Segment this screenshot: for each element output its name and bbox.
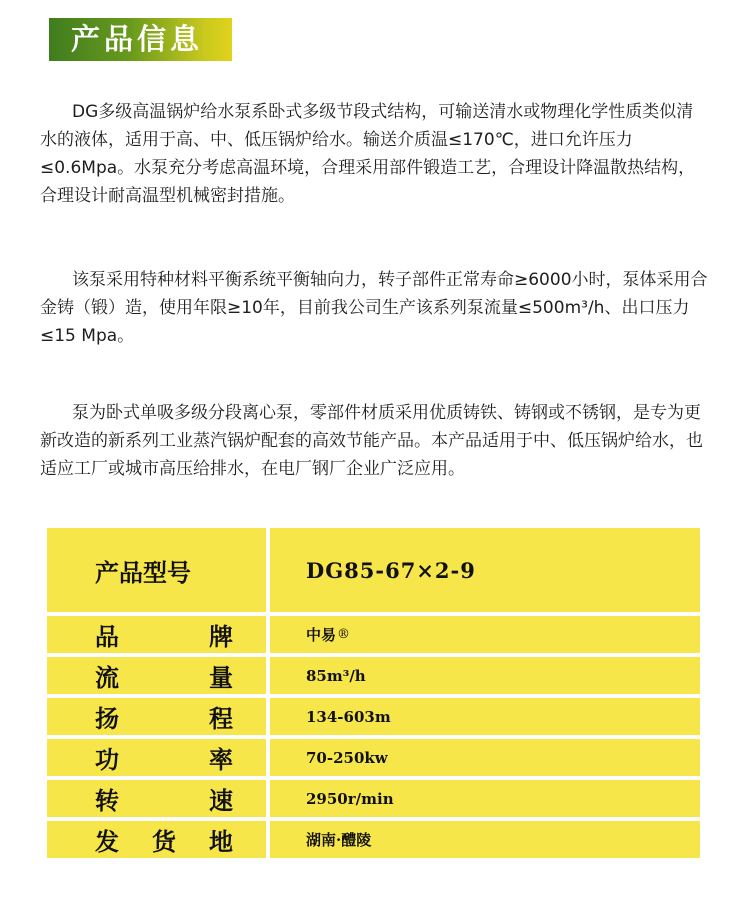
- spec-row-speed: [47, 780, 700, 817]
- label-char: 速: [209, 787, 233, 815]
- spec-label-speed: [47, 780, 266, 817]
- spec-label-model: 产品型号: [47, 528, 266, 612]
- label-char: 程: [209, 705, 233, 733]
- spec-row-origin: [47, 821, 700, 858]
- label-char: 流: [95, 664, 119, 692]
- label-char: 功: [95, 746, 119, 774]
- spec-row-flow: [47, 657, 700, 694]
- paragraph-text: DG多级高温锅炉给水泵系卧式多级节段式结构，可输送清水或物理化学性质类似清水的液体，适用于高、中、低压锅炉给水。输送介质温≤170℃，进口允许压力≤0.6Mpa。水泵充分考虑高温环境，合理采用部件锻造工艺，合理设计降温散热结构，合理设计耐高温型机械密封措施。: [40, 102, 696, 206]
- label-char: 品: [95, 623, 119, 651]
- spec-label-flow: [47, 657, 266, 694]
- spec-table: [47, 528, 700, 858]
- brand-name: 中易: [306, 626, 337, 644]
- registered-mark: ®: [337, 627, 351, 642]
- section-title: 产品信息: [49, 18, 232, 61]
- paragraph-text: 泵为卧式单吸多级分段离心泵，零部件材质采用优质铸铁、铸钢或不锈钢，是专为更新改造的新系列工业蒸汽锅炉配套的高效节能产品。本产品适用于中、低压锅炉给水，也适应工厂或城市高压给排水，在电厂钢厂企业广泛应用。: [40, 403, 703, 479]
- label-char: 地: [209, 828, 233, 856]
- paragraph-text: 该泵采用特种材料平衡系统平衡轴向力，转子部件正常寿命≥6000小时，泵体采用合金铸（锻）造，使用年限≥10年，目前我公司生产该系列泵流量≤500m³/h、出口压力≤15 Mpa。: [40, 270, 708, 346]
- label-char: 牌: [209, 623, 233, 651]
- spec-label-origin: [47, 821, 266, 858]
- spec-value-head: 134-603m: [270, 698, 700, 735]
- description-paragraph-1: [40, 98, 710, 210]
- spec-value-power: 70-250kw: [270, 739, 700, 776]
- spec-row-power: [47, 739, 700, 776]
- description-paragraph-3: [40, 399, 710, 483]
- label-char: 发: [95, 828, 119, 856]
- spec-label-power: [47, 739, 266, 776]
- spec-row-brand: [47, 616, 700, 653]
- spec-label-head: [47, 698, 266, 735]
- spec-value-speed: 2950r/min: [270, 780, 700, 817]
- spec-label-brand: [47, 616, 266, 653]
- label-char: 扬: [95, 705, 119, 733]
- label-char: 货: [152, 828, 176, 856]
- spec-value-brand: [270, 616, 700, 653]
- spec-row-head: [47, 698, 700, 735]
- description-paragraph-2: [40, 266, 710, 350]
- label-char: 量: [209, 664, 233, 692]
- spec-value-origin: 湖南·醴陵: [270, 821, 700, 858]
- spec-value-model: DG85-67×2-9: [270, 528, 700, 612]
- spec-row-model: [47, 528, 700, 612]
- spec-value-flow: 85m³/h: [270, 657, 700, 694]
- label-char: 转: [95, 787, 119, 815]
- label-char: 率: [209, 746, 233, 774]
